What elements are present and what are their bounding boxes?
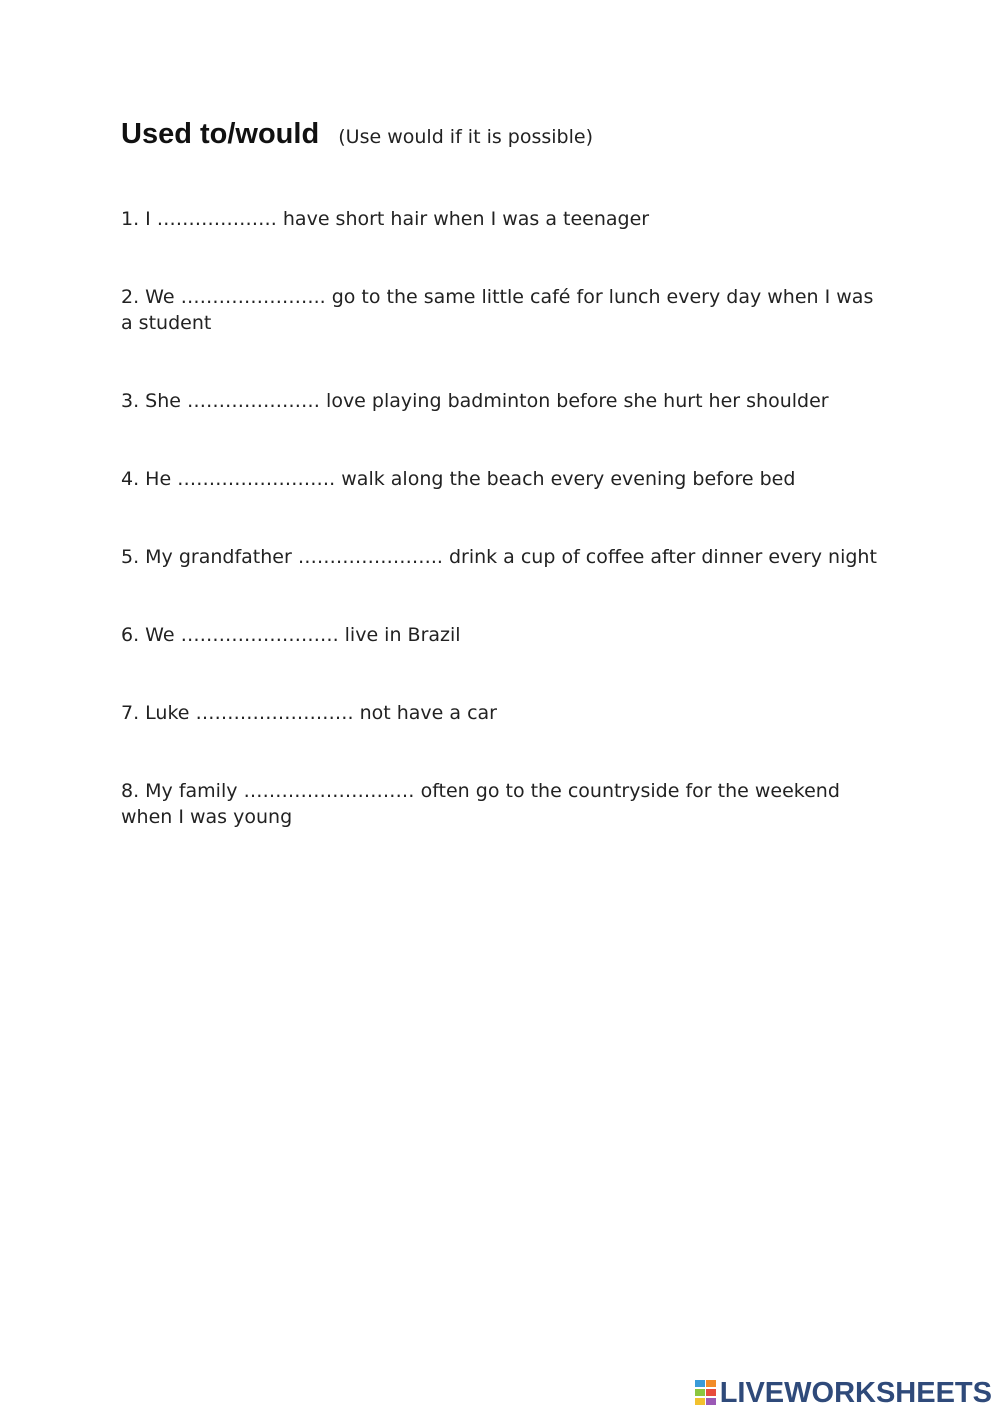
question-item: 1. I ………………. have short hair when I was a teenager xyxy=(121,208,650,230)
liveworksheets-logo-icon xyxy=(695,1380,717,1406)
question-item: 8. My family ……………………… often go to the countryside for the weekend when I was young xyxy=(121,780,840,828)
instruction-note: (Use would if it is possible) xyxy=(338,126,593,148)
liveworksheets-logo[interactable] xyxy=(695,1376,992,1410)
question-list xyxy=(121,206,881,830)
question-item: 7. Luke ……………………. not have a car xyxy=(121,702,497,724)
page-title: Used to/would xyxy=(121,118,320,150)
question-item: 4. He ……………………. walk along the beach every evening before bed xyxy=(121,468,796,490)
question-item: 2. We ………………….. go to the same little café for lunch every day when I was a student xyxy=(121,286,874,334)
question-item: 6. We ……………………. live in Brazil xyxy=(121,624,461,646)
page-title-row xyxy=(121,118,593,151)
question-item: 3. She ………………… love playing badminton before she hurt her shoulder xyxy=(121,390,829,412)
brand-name: LIVEWORKSHEETS xyxy=(719,1376,992,1409)
question-item: 5. My grandfather ………………….. drink a cup of coffee after dinner every night xyxy=(121,546,877,568)
